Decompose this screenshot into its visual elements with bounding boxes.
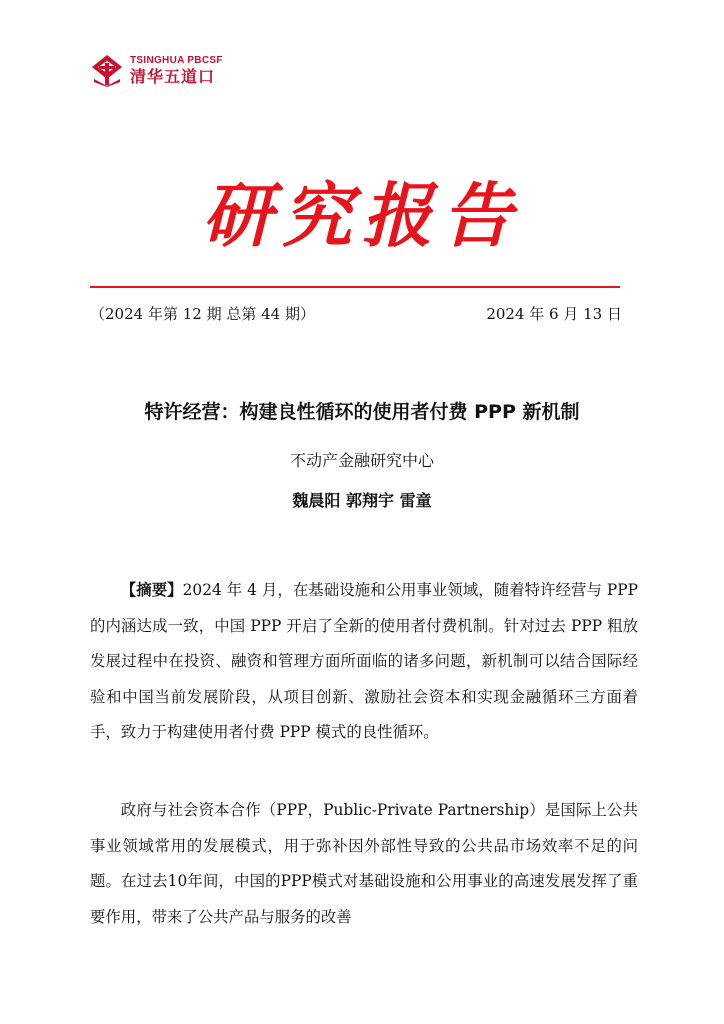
body-section — [90, 793, 638, 935]
abstract-paragraph — [90, 573, 638, 751]
logo-english-name: TSINGHUA PBCSF — [130, 54, 223, 66]
research-department: 不动产金融研究中心 — [289, 451, 434, 470]
publish-date: 2024 年 6 月 13 日 — [486, 305, 622, 323]
abstract-text: 2024 年 4 月，在基础设施和公用事业领域，随着特许经营与 PPP 的内涵达成一致，中国 PPP 开启了全新的使用者付费机制。针对过去 PPP 粗放发展过程中在投资、融资和管理方面所面临的诸多问题，新机制可以结合国际经验和中国当前发展阶段，从项目创新、激励社会资本和实现金融循环三方面着手，致力于构建使用者付费 PPP 模式的良性循环。 — [90, 581, 638, 741]
logo-emblem-icon — [90, 53, 124, 87]
logo-chinese-name: 清华五道口 — [130, 66, 216, 86]
tsinghua-pbcsf-logo — [90, 50, 223, 90]
issue-info-row — [90, 303, 622, 324]
article-headline: 特许经营：构建良性循环的使用者付费 PPP 新机制 — [144, 401, 580, 423]
authors: 魏晨阳 郭翔宇 雷童 — [292, 491, 432, 510]
title-divider — [90, 286, 620, 288]
report-title: 研究报告 — [202, 174, 522, 257]
body-paragraph: 政府与社会资本合作（PPP，Public-Private Partnership）是国际上公共事业领域常用的发展模式，用于弥补因外部性导致的公共品市场效率不足的问题。在过去10年间，中国的PPP模式对基础设施和公用事业的高速发展发挥了重要作用，带来了公共产品与服务的改善 — [90, 801, 638, 926]
abstract-label: 【摘要】 — [120, 581, 183, 599]
issue-number: （2024 年第 12 期 总第 44 期） — [90, 305, 315, 323]
abstract-section — [90, 573, 638, 751]
